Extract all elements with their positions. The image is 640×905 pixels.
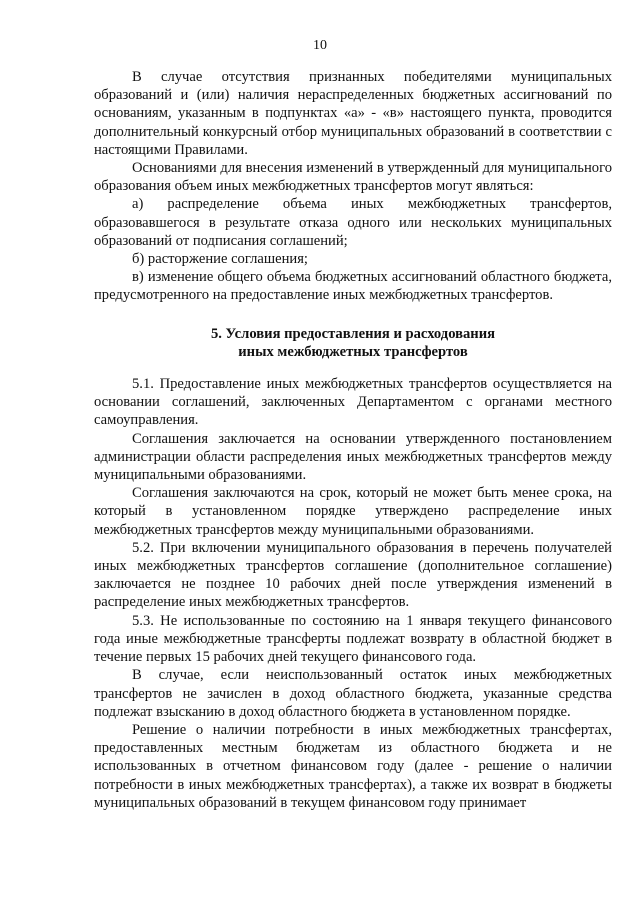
list-item-c: в) изменение общего объема бюджетных ассигнований областного бюджета, предусмотренного на предоставление иных межбюджетных трансфертов. [94, 269, 612, 304]
paragraph: Соглашения заключаются на срок, который не может быть менее срока, на который в установленном порядке утверждено распределение иных межбюджетных трансфертов между муниципальными образованиями. [94, 485, 612, 538]
paragraph: В случае отсутствия признанных победителями муниципальных образований и (или) наличия нераспределенных бюджетных ассигнований по основаниям, указанным в подпунктах «а» - «в» настоящего пункта, проводится дополнительный конкурсный отбор муниципальных образований в соответствии с настоящими Правилами. [94, 69, 612, 158]
document-body [94, 68, 612, 812]
paragraph-5-2: 5.2. При включении муниципального образования в перечень получателей иных межбюджетных трансфертов соглашение (дополнительное соглашение) заключается не позднее 10 рабочих дней после утверждения изменений в распределение иных межбюджетных трансфертов. [94, 539, 612, 611]
page-number: 10 [313, 38, 327, 53]
section-title-line-1: 5. Условия предоставления и расходования [210, 325, 496, 342]
paragraph: Решение о наличии потребности в иных межбюджетных трансфертах, предоставленных местным бюджетам из областного бюджета и не использованных в отчетном финансовом году (далее - решение о наличии потребности в иных межбюджетных трансфертах), а также их возврат в бюджеты муниципальных образований в текущем финансовом году принимает [94, 721, 612, 811]
paragraph-5-1: 5.1. Предоставление иных межбюджетных трансфертов осуществляется на основании соглашений, заключенных Департаментом с органами местного самоуправления. [94, 376, 612, 429]
section-heading [94, 325, 612, 361]
list-item-b: б) расторжение соглашения; [132, 251, 308, 268]
paragraph: Соглашения заключается на основании утвержденного постановлением администрации области распределения иных межбюджетных трансфертов между муниципальными образованиями. [94, 430, 612, 484]
section-title-line-2: иных межбюджетных трансфертов [238, 343, 468, 360]
paragraph: В случае, если неиспользованный остаток иных межбюджетных трансфертов не зачислен в доход областного бюджета, указанные средства подлежат взысканию в доход областного бюджета в установленном порядке. [94, 667, 612, 720]
paragraph-5-3: 5.3. Не использованные по состоянию на 1 января текущего финансового года иные межбюджетные трансферты подлежат возврату в областной бюджет в течение первых 15 рабочих дней текущего финансового года. [94, 612, 612, 666]
paragraph: Основаниями для внесения изменений в утвержденный для муниципального образования объем иных межбюджетных трансфертов могут являться: [94, 160, 612, 195]
list-item-a: а) распределение объема иных межбюджетных трансфертов, образовавшегося в результате отказа одного или нескольких муниципальных образований от подписания соглашений; [94, 196, 612, 249]
